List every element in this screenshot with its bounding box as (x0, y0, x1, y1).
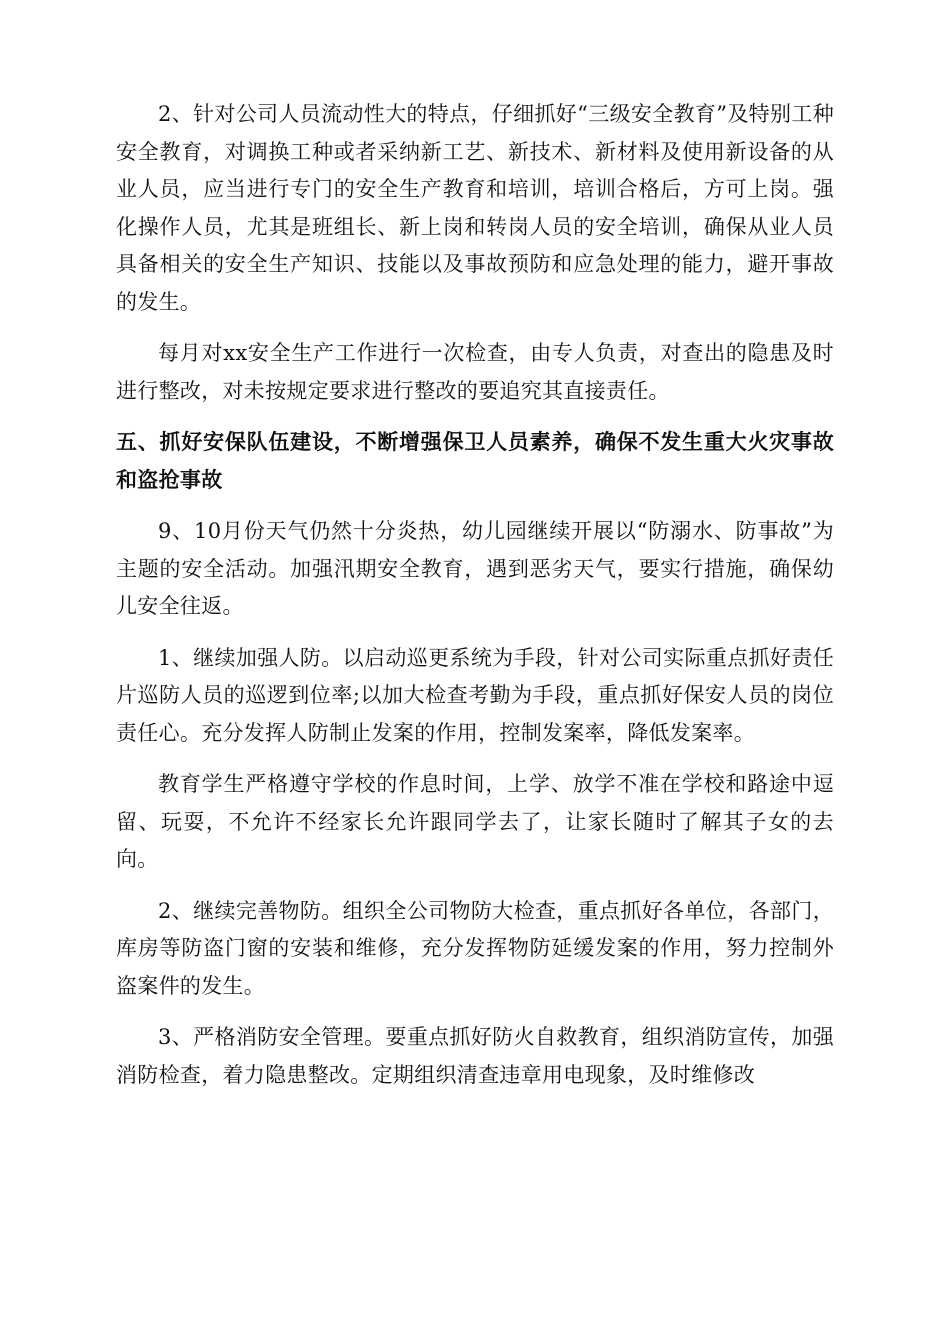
paragraph-training: 2、针对公司人员流动性大的特点，仔细抓好“三级安全教育”及特别工种安全教育，对调换工种或者采纳新工艺、新技术、新材料及使用新设备的从业人员，应当进行专门的安全生产教育和培训，培训合格后，方可上岗。强化操作人员，尤其是班组长、新上岗和转岗人员的安全培训，确保从业人员具备相关的安全生产知识、技能以及事故预防和应急处理的能力，避开事故的发生。 (116, 102, 834, 314)
document-page (116, 96, 834, 1108)
section-heading-five: 五、抓好安保队伍建设，不断增强保卫人员素养，确保不发生重大火灾事故和盗抢事故 (116, 430, 834, 492)
paragraph-human-defense: 1、继续加强人防。以启动巡更系统为手段，针对公司实际重点抓好责任片巡防人员的巡逻到位率;以加大检查考勤为手段，重点抓好保安人员的岗位责任心。充分发挥人防制止发案的作用，控制发案率，降低发案率。 (116, 645, 834, 745)
paragraph-physical-defense: 2、继续完善物防。组织全公司物防大检查，重点抓好各单位，各部门，库房等防盗门窗的安装和维修，充分发挥物防延缓发案的作用，努力控制外盗案件的发生。 (116, 898, 834, 998)
paragraph-weather: 9、10月份天气仍然十分炎热，幼儿园继续开展以“防溺水、防事故”为主题的安全活动。加强汛期安全教育，遇到恶劣天气，要实行措施，确保幼儿安全往返。 (116, 519, 834, 618)
paragraph-fire-safety: 3、严格消防安全管理。要重点抓好防火自救教育，组织消防宣传，加强消防检查，着力隐患整改。定期组织清查违章用电现象，及时维修改 (116, 1025, 834, 1087)
paragraph-student-schedule: 教育学生严格遵守学校的作息时间，上学、放学不准在学校和路途中逗留、玩耍，不允许不经家长允许跟同学去了，让家长随时了解其子女的去向。 (116, 772, 834, 871)
paragraph-monthly-check: 每月对xx安全生产工作进行一次检查，由专人负责，对查出的隐患及时进行整改，对未按规定要求进行整改的要追究其直接责任。 (116, 341, 834, 403)
